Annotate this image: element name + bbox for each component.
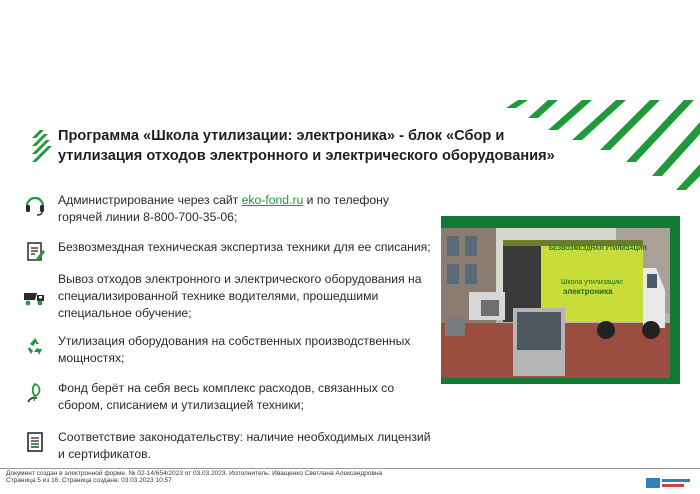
list-item <box>22 333 432 367</box>
list-item-text: Фонд берёт на себя весь комплекс расходов, связанных со сбором, списанием и утилизацией техники; <box>58 381 395 412</box>
svg-text:электроника: электроника <box>563 287 613 296</box>
list-item-text: Администрирование через сайт eko-fond.ru и по телефону горячей линии 8-800-700-35-06; <box>58 193 389 224</box>
eko-fond-link[interactable]: eko-fond.ru <box>241 193 304 207</box>
headset-icon <box>22 192 48 218</box>
list-item-text: Безвозмездная техническая экспертиза техники для ее списания; <box>58 240 431 254</box>
list-item <box>22 271 432 322</box>
document-edit-icon <box>22 239 48 265</box>
footer-line-2: Страница 5 из 16. Страница создана: 03.03.2023 10:57 <box>6 477 172 484</box>
list-item <box>22 192 432 226</box>
leaf-hand-icon <box>22 380 48 406</box>
certificate-icon <box>22 429 48 455</box>
list-item <box>22 239 432 265</box>
svg-text:Школа утилизации:: Школа утилизации: <box>561 279 624 286</box>
title-stripes-icon <box>32 130 52 162</box>
footer-logo-icon <box>646 476 692 490</box>
list-item-text: Вывоз отходов электронного и электрического оборудования на специализированной технике водителями, прошедшими специальное обучение; <box>58 272 422 320</box>
footer <box>6 470 382 484</box>
list-item <box>22 380 432 414</box>
footer-divider <box>0 468 700 469</box>
list-item <box>22 429 432 463</box>
dump-truck-icon <box>22 285 48 311</box>
list-item-text: Соответствие законодательству: наличие необходимых лицензий и сертификатов. <box>58 430 431 461</box>
footer-line-1: Документ создан в электронной форме. № 02-14/654/2023 от 03.03.2023. Исполнитель: Иващенко Светлана Александровна <box>6 470 383 477</box>
title-block <box>32 126 562 166</box>
svg-text:БЕЗВОЗМЕЗДНАЯ УТИЛИЗАЦИЯ: БЕЗВОЗМЕЗДНАЯ УТИЛИЗАЦИЯ <box>549 246 647 252</box>
list-item-text: Утилизация оборудования на собственных производственных мощностях; <box>58 334 411 365</box>
truck-photo <box>441 228 670 378</box>
recycle-icon <box>22 333 48 359</box>
page-title: Программа «Школа утилизации: электроника» - блок «Сбор и утилизация отходов электронного и электрического оборудования» <box>58 128 555 164</box>
